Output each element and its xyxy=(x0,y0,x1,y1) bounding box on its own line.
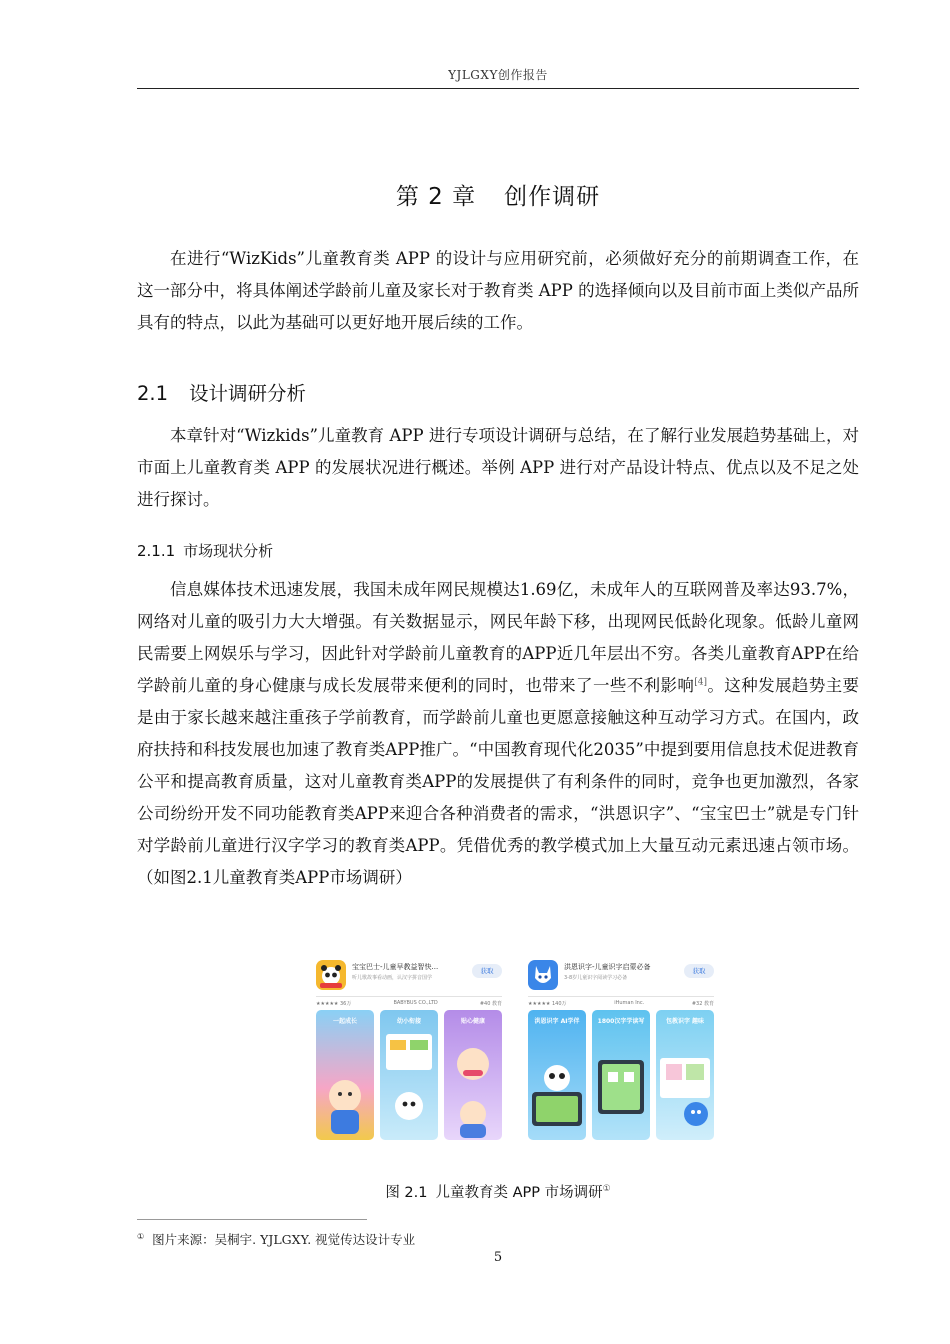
screenshot-3 xyxy=(444,1010,502,1140)
subsection-number: 2.1.1 xyxy=(137,542,176,560)
app-subtitle: 听儿歌故事看动画，认汉字拼音国学 xyxy=(352,975,433,981)
app-subtitle: 3-8岁儿童识字阅读学习必备 xyxy=(564,975,628,981)
developer: BABYBUS CO.,LTD xyxy=(393,1000,438,1006)
section-number: 2.1 xyxy=(137,382,169,405)
app-name: 宝宝巴士-儿童早教益智快... xyxy=(352,963,439,971)
get-button[interactable]: 获取 xyxy=(684,964,714,978)
header-rule xyxy=(137,88,859,89)
subsection-title: 市场现状分析 xyxy=(183,542,274,560)
chapter-title xyxy=(137,178,859,211)
rating: ★★★★★ 140万 xyxy=(528,1001,567,1007)
screenshot-1 xyxy=(316,1010,374,1140)
market-paragraph xyxy=(137,574,859,894)
babybus-app-icon xyxy=(316,960,346,990)
section-title: 设计调研分析 xyxy=(189,382,307,405)
rank: #32 教育 xyxy=(691,1001,714,1007)
subsection-heading xyxy=(137,540,273,561)
section-heading xyxy=(137,378,306,406)
market-text-part1: 信息媒体技术迅速发展，我国未成年网民规模达1.69亿，未成年人的互联网普及率达93.7%，网络对儿童的吸引力大大增强。有关数据显示，网民年龄下移，出现网民低龄化现象。低龄儿童网民需要上网娱乐与学习，因此针对学龄前儿童教育的APP近几年层出不穷。各类儿童教育APP在给学龄前儿童的身心健康与成长发展带来便利的同时，也带来了一些不利影响 xyxy=(137,580,859,695)
page-number: 5 xyxy=(493,1250,503,1265)
app-card-ihuman xyxy=(522,956,720,1146)
footnote-rule xyxy=(137,1219,367,1220)
running-header: YJLGXY创作报告 xyxy=(448,68,548,82)
figure-caption xyxy=(137,1181,859,1202)
app-card-babybus xyxy=(310,956,508,1146)
chapter-name: 创作调研 xyxy=(504,184,601,210)
section-paragraph: 本章针对“Wizkids”儿童教育 APP 进行专项设计调研与总结，在了解行业发展趋势基础上，对市面上儿童教育类 APP 的发展状况进行概述。举例 APP 进行对产品设计特点、优点以及不足之处进行探讨。 xyxy=(137,426,859,509)
footnote-mark: ① xyxy=(137,1231,145,1241)
screenshot-caption: 一起成长 xyxy=(332,1018,357,1025)
screenshot-3 xyxy=(656,1010,714,1140)
screenshot-caption: 包教识字 趣味 xyxy=(665,1018,705,1025)
intro-paragraph: 在进行“WizKids”儿童教育类 APP 的设计与应用研究前，必须做好充分的前期调查工作，在这一部分中，将具体阐述学龄前儿童及家长对于教育类 APP 的选择倾向以及目前市面上类似产品所具有的特点，以此为基础可以更好地开展后续的工作。 xyxy=(137,249,859,332)
caption-footnote-mark[interactable]: ① xyxy=(602,1184,611,1195)
get-button[interactable]: 获取 xyxy=(472,964,502,978)
screenshot-1 xyxy=(528,1010,586,1140)
app-name: 洪恩识字-儿童识字启蒙必备 xyxy=(564,963,651,971)
app-meta xyxy=(528,996,714,1007)
market-figure xyxy=(310,956,720,1146)
ihuman-app-icon xyxy=(528,960,558,990)
market-text-part2: 。这种发展趋势主要是由于家长越来越注重孩子学前教育，而学龄前儿童也更愿意接触这种互动学习方式。在国内，政府扶持和科技发展也加速了教育类APP推广。“中国教育现代化2035”中提到要用信息技术促进教育公平和提高教育质量，这对儿童教育类APP的发展提供了有利条件的同时，竞争也更加激烈，各家公司纷纷开发不同功能教育类APP来迎合各种消费者的需求，“洪恩识字”、“宝宝巴士”就是专门针对学龄前儿童进行汉字学习的教育类APP。凭借优秀的教学模式加上大量互动元素迅速占领市场。（如图2.1儿童教育类APP市场调研） xyxy=(137,676,860,887)
screenshot-2 xyxy=(380,1010,438,1140)
citation-ref[interactable]: [4] xyxy=(694,677,708,688)
footnote-text: 图片来源：吴桐宇. YJLGXY. 视觉传达设计专业 xyxy=(152,1232,416,1247)
app-meta xyxy=(316,996,502,1007)
screenshot-2 xyxy=(592,1010,650,1140)
rank: #40 教育 xyxy=(479,1001,502,1007)
screenshot-caption: 1800汉字学读写 xyxy=(597,1018,645,1025)
developer: iHuman Inc. xyxy=(614,1000,645,1006)
caption-text: 儿童教育类 APP 市场调研 xyxy=(435,1185,603,1201)
screenshot-caption: 贴心健康 xyxy=(460,1018,485,1025)
screenshot-caption: 幼小衔接 xyxy=(396,1018,421,1025)
chapter-number: 第 2 章 xyxy=(395,184,477,210)
caption-number: 图 2.1 xyxy=(385,1185,428,1201)
screenshot-caption: 洪恩识字 AI学伴 xyxy=(534,1018,580,1025)
rating: ★★★★★ 36万 xyxy=(316,1001,352,1007)
footnote xyxy=(137,1230,415,1248)
